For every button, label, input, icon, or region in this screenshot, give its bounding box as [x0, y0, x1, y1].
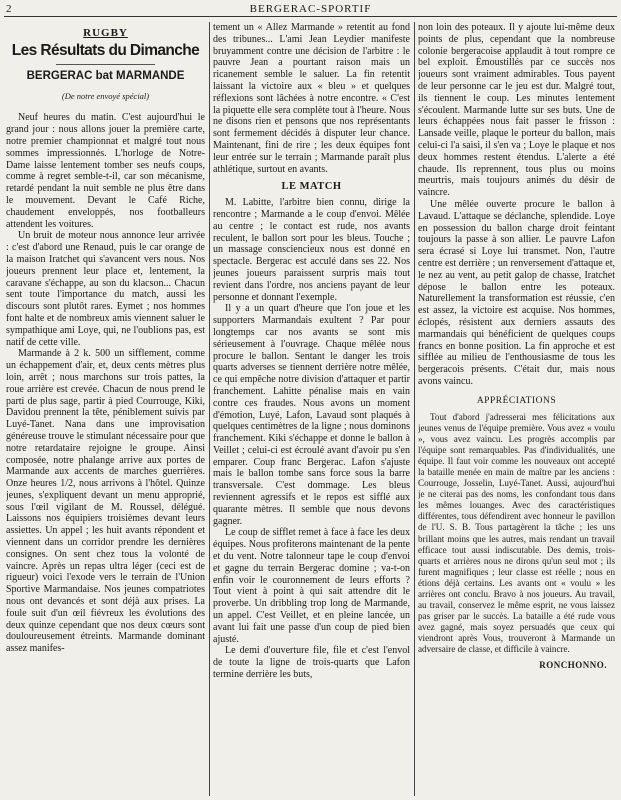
article-subtitle: BERGERAC bat MARMANDE	[26, 69, 185, 82]
paragraph: Le demi d'ouverture file, file et c'est l'envol de toute la ligne de trois-quarts que Lafon termine derrière les buts,	[213, 645, 410, 681]
article-byline: (De notre envoyé spécial)	[61, 90, 150, 101]
column-divider	[414, 22, 415, 796]
paragraph: Marmande à 2 k. 500 un sifflement, comme un échappement d'air, et, deux cents mètres plus loin, arrêt ; nous marchons sur trois pattes, la roue arrière est crevée. Chacun de nous prend le parti de plus sage, partir à pied Courrouge, Kiki, Davidou prennent la tête, péniblement suivis par Luyé-Tanet. Nana dans une improvisation généreuse trouve le stimulant nécessaire pour que notre retardataire rejoigne le groupe. Ainsi composée, notre phalange arrive aux portes de Marmande aux accents de marches guerrières. Onze heures 1/2, nous arrivons à l'hôtel. Quinze jeunes, s'expliquent devant un menu approprié, sous l'œil vigilant de M. Roussel, délégué. Laissons nos équipiers troisièmes devant leurs assiettes. Un appel ; les huit avants répondent et viennent dans un corridor prendre les dernières consignes. On sent chez tous la volonté de vaincre. Après un repas ultra léger (ceci est de rigueur) voici l'exode vers le terrain de l'Union Sportive Marmandaise. Nos jeunes compatriotes nous ont devancés et sont déjà aux prises. La foule suit d'un œil fiévreux les évolutions des deux quinze cependant que nos deux cœurs sont douloureusement étreints. Marmande dominant assez manifes-	[6, 348, 205, 655]
article-column-1	[6, 22, 205, 796]
publication-title: BERGERAC-SPORTIF	[249, 3, 372, 15]
paragraph: non loin des poteaux. Il y ajoute lui-même deux points de plus, cependant que la nombreuse colonie bergeracoise applaudit à tout rompre ce bel exploit. Émoustillés par ce succès nos joueurs sont vraiment admirables. Tous payent de leur personne car le jeu est dur. Malgré tout, ils tiennent le coup. Les minutes lentement s'écoulent. Marmande lutte sur ses buts. Une de leurs échappées nous fait passer le frisson : Lansade veille, plaque le porteur du ballon, mais celui-ci l'a saisi, il s'en va ; Loye le plaque et nos deux hommes restent étendus. L'alerte a été chaude. Ils reprennent, tous plus ou moins meurtris, mais toujours animés du désir de vaincre.	[418, 22, 615, 199]
article-column-2	[213, 22, 410, 796]
paragraph: Le coup de sifflet remet à face à face les deux équipes. Nous profiterons maintenant de la pente et du vent. Notre talonneur tape le coup d'envoi et gagne du terrain Bergerac domine ; va-t-on enfin voir le couronnement de leurs efforts ? Tout vient à point à qui sait attendre dit le proverbe. Un dribbling trop long de Marmande, un appel. C'est Veillet, et en pleine lancée, un avant lui fait une passe d'un coup de pied bien ajusté.	[213, 527, 410, 645]
paragraph: Neuf heures du matin. C'est aujourd'hui le grand jour : nous allons jouer la première carte, notre premier championnat et malgré tout nous sommes impressionnés. L'horloge de Notre-Dame laisse lentement tomber ses neufs coups, comme à regret semble-t-il, car son mécanisme, retardé pendant la nuit semble ne plus être dans le mouvement. Devant le Café Riche, chaudement enveloppés, nos footballeurs attendent les voitures.	[6, 112, 205, 230]
paragraph: tement un « Allez Marmande » retentit au fond des tribunes... L'ami Jean Leydier manifeste bruyamment contre une décision de l'arbitre : le pauvre Jean a pourtant raison mais un ricanement semble le saluer. La fin retentit laissant la victoire aux « bleu » et quelques réflexions sont lâchées à notre encontre. « C'est la piquette elle sera complète tout à l'heure. Nous ne disons rien et pensons que nos représentants sont fermement décidés à disputer leur chance. Maintenant, fini de rire ; les deux équipes font leur entrée sur le terrain ; Marmande paraît plus athlétique, surtout en avants.	[213, 22, 410, 175]
match-heading: LE MATCH	[281, 181, 342, 193]
column-divider	[209, 22, 210, 796]
paragraph: Une mêlée ouverte procure le ballon à Lavaud. L'attaque se déclanche, splendide. Loye en possession du ballon charge droit feintant toujours la passe à son allier. Le pauvre Lafon sera écrasé si Loye lui transmet. Non, l'autre centre est derrière ; un renversement d'attaque et, le nez au vent, au petit galop de chasse, Iratchet dépose le ballon entre les poteaux. Naturellement la transformation est réussie, c'en est assez, la victoire est acquise. Nos hommes, éclopés, résistent aux derniers assauts des marmandais qui bénéficient de quelques coups francs en bonne position. La fin approche et est sifflée au milieu de l'enthousiasme de tous les bergeracois présents. C'était dur, mais nous avons vaincu.	[418, 198, 615, 387]
masthead	[4, 2, 617, 17]
paragraph: M. Labitte, l'arbitre bien connu, dirige la rencontre ; Marmande a le coup d'envoi. Mêlée au centre ; le contact est rude, nos avants reculent, le ballon sort pour les bleus. Touche ; un massage consciencieux nous est donné en spectacle. Bergerac est acculé dans ses 22. Nos jeunes joueurs paraissent surpris mais tout revient dans l'ordre, nos anciens payant de leur personne et donnant l'exemple.	[213, 197, 410, 303]
article-title: Les Résultats du Dimanche	[11, 41, 200, 59]
page-number: 2	[6, 3, 12, 15]
article-column-3	[418, 22, 615, 796]
section-label: RUGBY	[83, 27, 128, 39]
paragraph: Un bruit de moteur nous annonce leur arrivée : c'est d'abord une Renaud, puis le car orange de la maison Iratchet qui s'avancent vers nous. Nos joueurs prennent leur place et, lentement, la caravane s'échappe, au son du klacson... Chacun sent toute l'importance du match, aussi les discours sont plutôt rares. Eymet ; nos hommes font halte et de nombreux amis viennent saluer le sympathique ami Loye, qui, ne l'oublions pas, est natif de cette ville.	[6, 230, 205, 348]
paragraph: Il y a un quart d'heure que l'on joue et les supporters Marmandais exultent ? Par pour longtemps car nos avants se sont mis sérieusement à l'ouvrage. Chaque mêlée nous procure le ballon. Sentant le danger les trois quarts adverses se tiennent derrière notre mêlée, ce qui empêche notre division d'attaquer et partir franchement. Lahitte pénalise mais en vain contre ces fraudes. Nous avons un moment d'émotion, Luyé, Lafon, Lavaud sont plaqués à quelques centimètres de la ligne ; nous dominons franchement. Kiki s'échappe et donne le ballon à Veillet ; celui-ci est écroulé avant d'avoir pu s'en emparer. Coup franc Bergerac. Lafon s'ajuste mais le ballon tombe sans force sous la barre transversale. C'est dommage. Les bleus reviennent agressifs et le repos est sifflé aux quarante mètres. Il semble que nous devons gagner.	[213, 303, 410, 527]
title-divider	[56, 64, 155, 65]
author-signature: RONCHONNO.	[539, 659, 607, 670]
appreciations-heading: APPRÉCIATIONS	[476, 395, 557, 406]
paragraph: Tout d'abord j'adresserai mes félicitations aux jeunes venus de l'équipe première. Vous avez « voulu », vous avez vaincu. Les progrès accomplis par l'équipe sont remarquables. Pas d'individualités, une équipe. Il faut voir comme les nouveaux ont accepté la bataille menée en main de maître par les anciens : Courrouge, Josselin, Luyé-Tanet. Aussi, aujourd'hui je ne citerai pas des noms, les confondant tous dans les mêmes louanges. Avec des caractéristiques différentes, tous défendirent avec honneur le pavillon de l'U. S. B. Tous partagèrent la tâche ; les uns brillant moins que les autres, mais rendant un travail efficace tout aussi indiscutable. Des demis, trois-quarts et arrières nous ne dirons qu'un seul mot ; ils furent magnifiques ; leur classe est réelle ; nous en étions déjà certains. Les avants ont « voulu » les arrières ont conclu. Bravo à nos joueurs. Au travail, au travail, conservez le même esprit, ne vous laissez pas griser par le succès. La bataille a été rude vous avez gagné, mais soyez persuadés que ceux qui viendront après Vous, trouveront à Marmande un adversaire de classe, et difficile à vaincre.	[418, 411, 615, 655]
